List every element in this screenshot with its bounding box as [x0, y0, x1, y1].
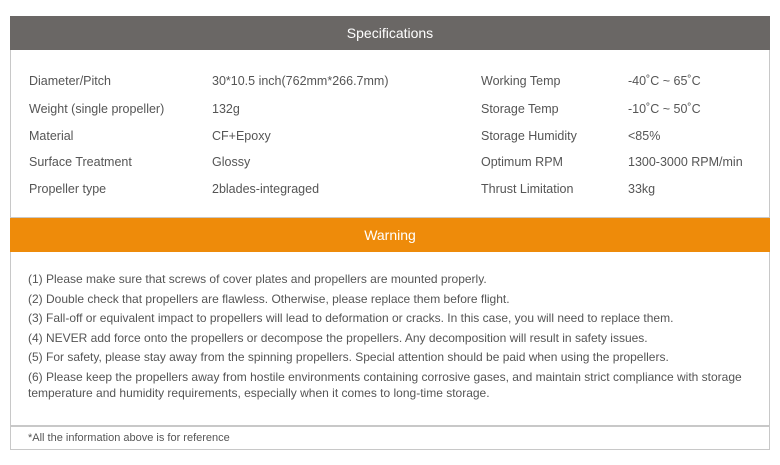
- spec-row: [0, 152, 780, 172]
- spec-label: Thrust Limitation: [481, 182, 574, 196]
- spec-label: Optimum RPM: [481, 155, 563, 169]
- spec-value: 132g: [212, 102, 240, 116]
- spec-value: 1300-3000 RPM/min: [628, 155, 743, 169]
- warning-item: (4) NEVER add force onto the propellers or decompose the propellers. Any decomposition will result in safety issues.: [28, 330, 648, 345]
- spec-label: Material: [29, 129, 74, 143]
- spec-label: Weight (single propeller): [29, 102, 165, 116]
- spec-label: Surface Treatment: [29, 155, 132, 169]
- warning-item: (6) Please keep the propellers away from hostile environments containing corrosive gases, and maintain strict compliance with storage temperature and humidity requirements, especially when it comes to long-time storage.: [28, 369, 742, 400]
- spec-label: Propeller type: [29, 182, 107, 196]
- spec-label: Diameter/Pitch: [29, 74, 111, 88]
- spec-value: 33kg: [628, 182, 656, 196]
- spec-row: [0, 71, 780, 91]
- spec-value: <85%: [628, 129, 661, 143]
- spec-label: Storage Humidity: [481, 129, 577, 143]
- spec-value: CF+Epoxy: [212, 129, 271, 143]
- spec-value: Glossy: [212, 155, 251, 169]
- footnote: *All the information above is for reference: [28, 432, 230, 444]
- warning-item: (5) For safety, please stay away from the spinning propellers. Special attention should be paid when using the propellers.: [28, 350, 669, 365]
- warning-item: (1) Please make sure that screws of cover plates and propellers are mounted properly.: [28, 272, 487, 286]
- spec-label: Storage Temp: [481, 102, 559, 116]
- warning-list: [28, 272, 760, 405]
- spec-row: [0, 179, 780, 199]
- spec-label: Working Temp: [481, 74, 561, 88]
- spec-value: -10˚C ~ 50˚C: [628, 102, 701, 116]
- spec-row: [0, 99, 780, 119]
- spec-value: -40˚C ~ 65˚C: [628, 74, 701, 88]
- specifications-header: Specifications: [10, 16, 770, 50]
- spec-value: 30*10.5 inch(762mm*266.7mm): [212, 74, 389, 88]
- spec-value: 2blades-integraged: [212, 182, 320, 196]
- warning-item: (2) Double check that propellers are flawless. Otherwise, please replace them before flight.: [28, 291, 510, 306]
- warning-header: Warning: [10, 218, 770, 252]
- spec-row: [0, 126, 780, 146]
- warning-item: (3) Fall-off or equivalent impact to propellers will lead to deformation or cracks. In this case, you will need to replace them.: [28, 311, 674, 326]
